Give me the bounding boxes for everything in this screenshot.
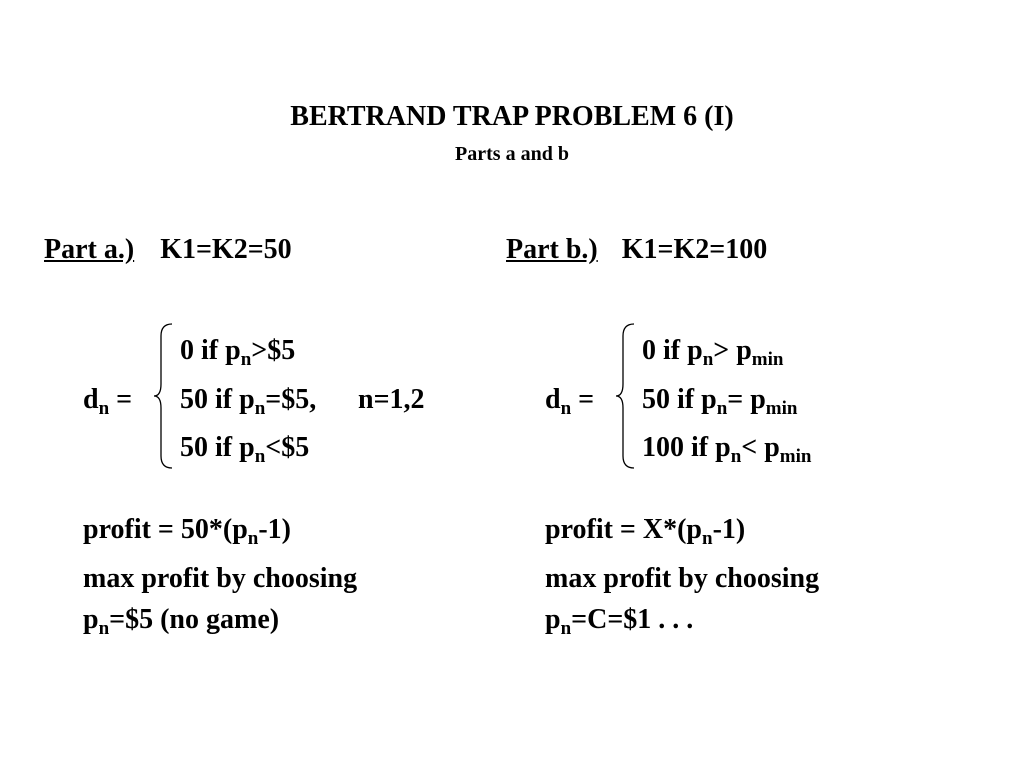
part-b-max-line2: $p_n=C=\$1$ . . . [545, 604, 694, 639]
part-b-case-1: 0 if $p_n> p_{min}$ [642, 335, 784, 370]
part-b-left-brace [614, 322, 636, 470]
part-a-demand-lhs: $d_n$ = [83, 384, 133, 419]
part-b-label: Part b.) [506, 234, 598, 265]
part-a-case-2: 50 if $p_n=\$5$, [180, 384, 317, 419]
part-a-max-line1: max profit by choosing [83, 563, 358, 594]
slide-subtitle: Parts a and b [455, 143, 569, 165]
part-a-case-1: 0 if $p_n>\$5$ [180, 335, 296, 370]
part-a-index-note: n=1,2 [358, 384, 425, 415]
part-a-label: Part a.) [44, 234, 135, 265]
part-b-max-line1: max profit by choosing [545, 563, 820, 594]
part-a-case-3: 50 if $p_n<\$5$ [180, 432, 310, 467]
slide-title: BERTRAND TRAP PROBLEM 6 (I) [290, 101, 734, 132]
part-a-profit: profit = $50*(p_n-1)$ [83, 514, 292, 549]
part-b-profit: profit = $X*(p_n-1)$ [545, 514, 746, 549]
part-b-case-3: 100 if $p_n< p_{min}$ [642, 432, 812, 467]
part-b-demand-lhs: $d_n$ = [545, 384, 595, 419]
part-b-capacity: K1=K2=100 [621, 234, 768, 265]
part-a-left-brace [152, 322, 174, 470]
part-a-capacity: K1=K2=50 [160, 234, 292, 265]
part-b-case-2: 50 if $p_n= p_{min}$ [642, 384, 798, 419]
part-a-heading [44, 233, 292, 267]
part-a-max-line2: $p_n=\$5$ (no game) [83, 604, 280, 639]
part-b-heading [506, 233, 767, 267]
